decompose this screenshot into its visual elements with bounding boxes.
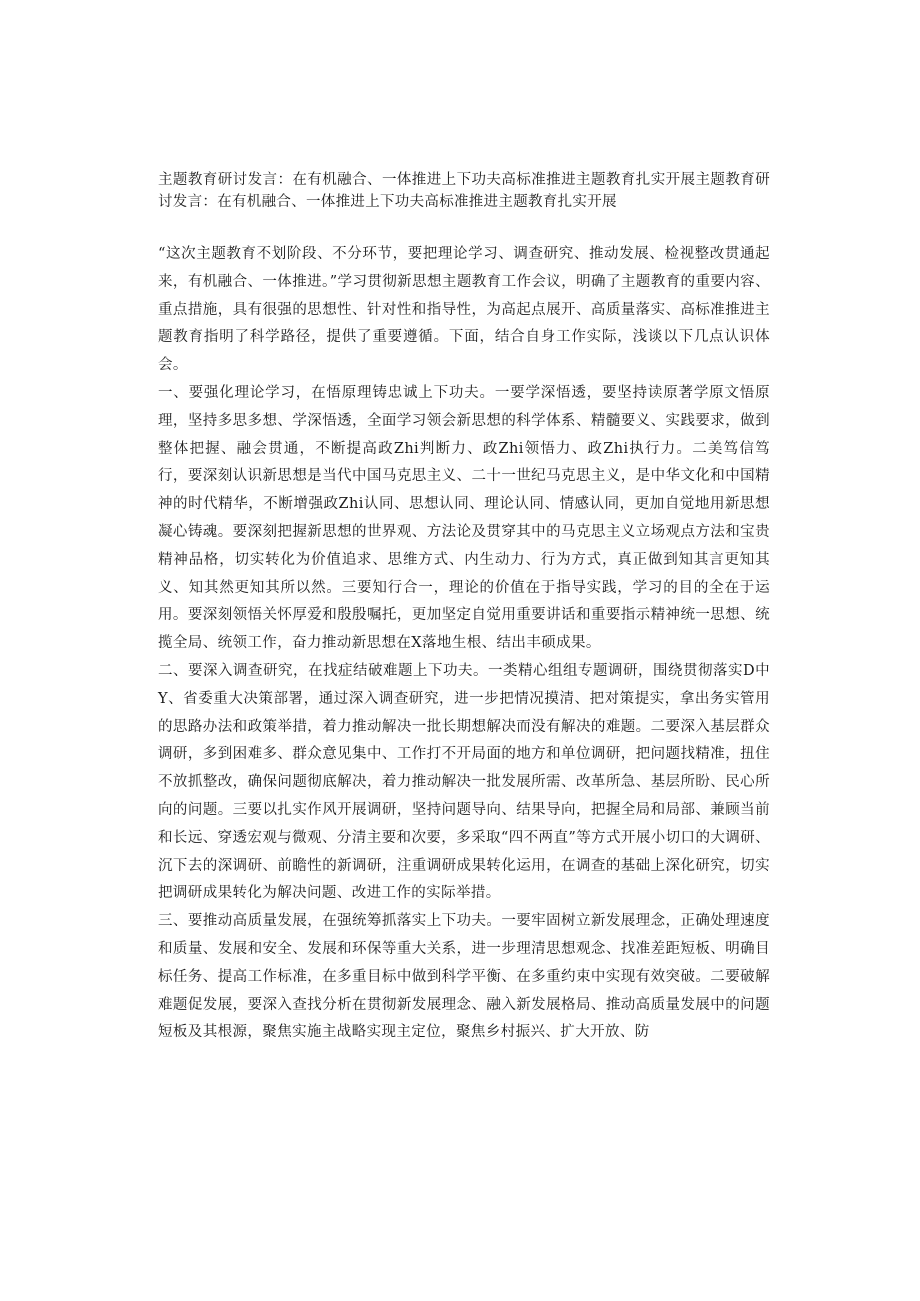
- paragraph-section-1: 一、要强化理论学习，在悟原理铸忠诚上下功夫。一要学深悟透，要坚持读原著学原文悟原理，坚持多思多想、学深悟透，全面学习领会新思想的科学体系、精髓要义、实践要求，做到整体把握、融会贯通，不断提高政Zhi判断力、政Zhi领悟力、政Zhi执行力。二美笃信笃行，要深刻认识新思想是当代中国马克思主义、二十一世纪马克思主义，是中华文化和中国精神的时代精华，不断增强政Zhi认同、思想认同、理论认同、情感认同，更加自觉地用新思想凝心铸魂。要深刻把握新思想的世界观、方法论及贯穿其中的马克思主义立场观点方法和宝贵精神品格，切实转化为价值追求、思维方式、内生动力、行为方式，真正做到知其言更知其义、知其然更知其所以然。三要知行合一，理论的价值在于指导实践，学习的目的全在于运用。要深刻领悟关怀厚爱和殷殷嘱托，更加坚定自觉用重要讲话和重要指示精神统一思想、统揽全局、统领工作，奋力推动新思想在X落地生根、结出丰硕成果。: [158, 384, 770, 652]
- paragraph-section-3: 三、要推动高质量发展，在强统筹抓落实上下功夫。一要牢固树立新发展理念，正确处理速度和质量、发展和安全、发展和环保等重大关系，进一步理清思想观念、找准差距短板、明确目标任务、提高工作标准，在多重目标中做到科学平衡、在多重约束中实现有效突破。二要破解难题促发展，要深入查找分析在贯彻新发展理念、融入新发展格局、推动高质量发展中的问题短板及其根源，聚焦实施主战略实现主定位，聚焦乡村振兴、扩大开放、防: [158, 913, 770, 1041]
- document-title: 主题教育研讨发言：在有机融合、一体推进上下功夫高标准推进主题教育扎实开展主题教育研讨发言：在有机融合、一体推进上下功夫高标准推进主题教育扎实开展: [158, 172, 770, 210]
- paragraph-intro: “这次主题教育不划阶段、不分环节，要把理论学习、调查研究、推动发展、检视整改贯通起来，有机融合、一体推进。”学习贯彻新思想主题教育工作会议，明确了主题教育的重要内容、重点措施，具有很强的思想性、针对性和指导性，为高起点展开、高质量落实、高标准推进主题教育指明了科学路径，提供了重要遵循。下面，结合自身工作实际，浅谈以下几点认识体会。: [158, 246, 770, 374]
- paragraph-section-2: 二、要深入调查研究，在找症结破难题上下功夫。一类精心组组专题调研，围绕贯彻落实D中Y、省委重大决策部署，通过深入调查研究，进一步把情况摸清、把对策提实，拿出务实管用的思路办法和政策举措，着力推动解决一批长期想解决而没有解决的难题。二要深入基层群众调研，多到困难多、群众意见集中、工作打不开局面的地方和单位调研，把问题找精准，扭住不放抓整改，确保问题彻底解决，着力推动解决一批发展所需、改革所急、基层所盼、民心所向的问题。三要以扎实作风开展调研，坚持问题导向、结果导向，把握全局和局部、兼顾当前和长远、穿透宏观与微观、分清主要和次要，多采取“四不两直”等方式开展小切口的大调研、沉下去的深调研、前瞻性的新调研，注重调研成果转化运用，在调查的基础上深化研究，切实把调研成果转化为解决问题、改进工作的实际举措。: [158, 662, 770, 902]
- document-body: [158, 241, 770, 1047]
